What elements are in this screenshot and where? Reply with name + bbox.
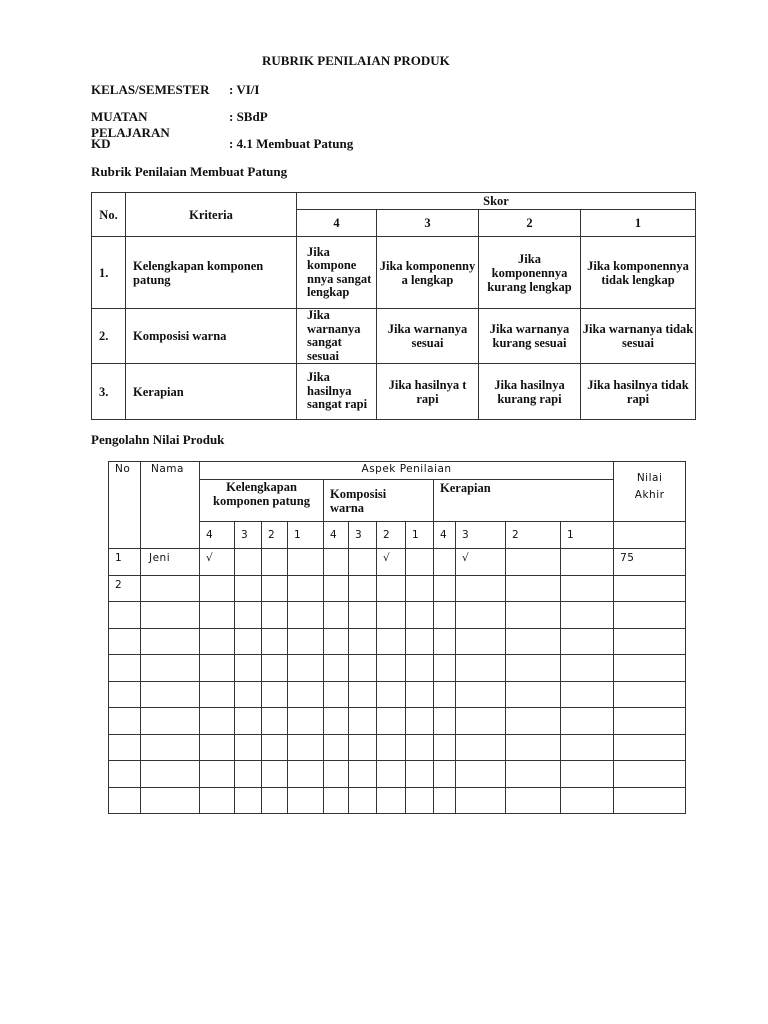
cell-mark[interactable] [561,628,614,655]
cell-mark[interactable] [506,575,561,602]
cell-mark[interactable] [456,734,506,761]
cell-nilai[interactable] [614,681,686,708]
header-score: 1 [581,210,696,237]
header-score: 3 [349,522,377,549]
cell-mark[interactable] [456,575,506,602]
row-cell: Jika komponennya kurang lengkap [479,237,581,309]
cell-mark[interactable] [235,708,262,735]
cell-mark[interactable] [377,575,406,602]
cell-mark[interactable] [561,549,614,576]
rubric-heading: Rubrik Penilaian Membuat Patung [91,164,288,179]
cell-mark[interactable] [324,787,349,814]
cell-nama[interactable] [141,761,200,788]
cell-mark[interactable] [200,761,235,788]
cell-mark[interactable] [377,628,406,655]
cell-mark[interactable] [506,655,561,682]
cell-mark[interactable] [200,602,235,629]
cell-mark[interactable] [406,681,434,708]
meta-label: KELAS/SEMESTER [91,82,210,97]
cell-mark[interactable] [406,787,434,814]
cell-mark[interactable] [288,655,324,682]
header-nama: Nama [141,462,200,549]
header-skor: Skor [297,193,696,210]
cell-mark[interactable] [456,655,506,682]
header-kriteria: Kriteria [126,193,297,237]
cell-nilai[interactable]: 75 [614,549,686,576]
cell-mark[interactable] [561,787,614,814]
cell-mark[interactable] [262,734,288,761]
cell-mark[interactable] [288,787,324,814]
cell-no[interactable] [109,681,141,708]
cell-mark[interactable] [406,628,434,655]
table-row [109,655,686,682]
table-row [109,708,686,735]
cell-no[interactable] [109,708,141,735]
cell-mark[interactable] [324,602,349,629]
cell-mark[interactable] [262,681,288,708]
cell-mark[interactable] [288,628,324,655]
cell-mark[interactable] [377,602,406,629]
cell-mark[interactable] [561,761,614,788]
header-score: 3 [377,210,479,237]
cell-mark[interactable] [349,681,377,708]
cell-no[interactable] [109,602,141,629]
table-row [109,681,686,708]
cell-mark[interactable] [377,655,406,682]
header-score: 2 [506,522,561,549]
cell-mark[interactable] [262,655,288,682]
cell-nama[interactable] [141,602,200,629]
cell-mark[interactable] [506,734,561,761]
row-cell: Jika warnanya sesuai [377,309,479,364]
cell-mark[interactable] [262,761,288,788]
cell-mark[interactable] [406,655,434,682]
cell-mark[interactable] [434,708,456,735]
header-score: 1 [288,522,324,549]
cell-mark[interactable] [324,734,349,761]
cell-mark[interactable] [377,681,406,708]
grading-heading: Pengolahn Nilai Produk [91,432,225,447]
cell-mark[interactable] [262,549,288,576]
header-score: 1 [561,522,614,549]
cell-mark[interactable] [235,549,262,576]
row-cell: Jika kompone nnya sangat lengkap [297,237,377,309]
cell-mark[interactable] [349,655,377,682]
cell-nama[interactable] [141,681,200,708]
cell-no[interactable] [109,734,141,761]
cell-mark[interactable] [349,602,377,629]
table-row [109,549,686,576]
cell-mark[interactable] [235,787,262,814]
header-score: 3 [235,522,262,549]
cell-nilai[interactable] [614,708,686,735]
cell-mark[interactable] [288,681,324,708]
row-cell: Jika komponenny a lengkap [377,237,479,309]
cell-mark[interactable] [349,708,377,735]
meta-value: : SBdP [229,109,268,124]
cell-mark[interactable] [349,761,377,788]
cell-mark[interactable] [288,602,324,629]
cell-mark[interactable] [561,734,614,761]
cell-mark[interactable]: √ [200,549,235,576]
cell-mark[interactable] [262,628,288,655]
cell-nama[interactable] [141,655,200,682]
cell-mark[interactable] [349,734,377,761]
cell-mark[interactable] [434,761,456,788]
cell-mark[interactable] [324,655,349,682]
row-kriteria: Kerapian [126,364,297,420]
cell-mark[interactable] [288,575,324,602]
cell-mark[interactable] [406,575,434,602]
meta-value: : VI/I [229,82,260,97]
meta-label: KD [91,136,111,151]
cell-no[interactable]: 1 [109,549,141,576]
cell-mark[interactable] [434,681,456,708]
cell-mark[interactable] [434,655,456,682]
cell-mark[interactable] [506,761,561,788]
table-row [109,575,686,602]
cell-mark[interactable] [434,787,456,814]
cell-mark[interactable] [349,549,377,576]
cell-mark[interactable]: √ [377,549,406,576]
cell-nilai[interactable] [614,655,686,682]
cell-mark[interactable] [262,787,288,814]
header-score: 4 [200,522,235,549]
rubric-row [92,237,696,309]
cell-mark[interactable] [324,708,349,735]
cell-nama[interactable]: Jeni [141,549,200,576]
header-no: No. [92,193,126,237]
cell-mark[interactable] [456,681,506,708]
cell-mark[interactable] [506,787,561,814]
header-kerapian: Kerapian [434,480,614,522]
cell-mark[interactable] [288,549,324,576]
cell-mark[interactable] [506,549,561,576]
cell-mark[interactable] [456,761,506,788]
cell-no[interactable]: 2 [109,575,141,602]
cell-mark[interactable] [506,628,561,655]
cell-mark[interactable] [324,628,349,655]
cell-mark[interactable] [349,787,377,814]
row-cell: Jika warnanya kurang sesuai [479,309,581,364]
cell-mark[interactable] [377,787,406,814]
cell-mark[interactable] [288,708,324,735]
cell-mark[interactable] [456,628,506,655]
cell-mark[interactable] [561,602,614,629]
cell-mark[interactable] [561,708,614,735]
cell-mark[interactable] [235,761,262,788]
cell-mark[interactable]: √ [456,549,506,576]
cell-mark[interactable] [262,575,288,602]
cell-no[interactable] [109,787,141,814]
cell-mark[interactable] [506,602,561,629]
cell-mark[interactable] [324,575,349,602]
cell-mark[interactable] [349,628,377,655]
header-score: 3 [456,522,506,549]
cell-mark[interactable] [288,734,324,761]
rubric-row [92,309,696,364]
header-kelengkapan: Kelengkapan komponen patung [200,480,324,522]
rubric-table [91,192,696,420]
cell-mark[interactable] [235,602,262,629]
cell-mark[interactable] [200,708,235,735]
row-cell: Jika hasilnya tidak rapi [581,364,696,420]
cell-mark[interactable] [406,761,434,788]
cell-mark[interactable] [324,681,349,708]
row-cell: Jika warnanya tidak sesuai [581,309,696,364]
cell-nama[interactable] [141,734,200,761]
cell-mark[interactable] [235,734,262,761]
cell-mark[interactable] [200,575,235,602]
cell-nilai[interactable] [614,761,686,788]
cell-mark[interactable] [200,628,235,655]
cell-mark[interactable] [200,681,235,708]
grading-table [108,461,686,814]
header-nilai-blank [614,522,686,549]
cell-mark[interactable] [235,681,262,708]
row-no: 1. [92,237,126,309]
page-title: RUBRIK PENILAIAN PRODUK [262,53,450,68]
table-row [109,787,686,814]
cell-mark[interactable] [434,628,456,655]
cell-mark[interactable] [324,549,349,576]
cell-nilai[interactable] [614,575,686,602]
row-no: 3. [92,364,126,420]
header-no: No [109,462,141,549]
cell-mark[interactable] [377,761,406,788]
header-score: 1 [406,522,434,549]
cell-nilai[interactable] [614,734,686,761]
header-score: 2 [262,522,288,549]
row-cell: Jika hasilnya sangat rapi [297,364,377,420]
cell-mark[interactable] [506,708,561,735]
cell-mark[interactable] [262,602,288,629]
cell-no[interactable] [109,655,141,682]
cell-no[interactable] [109,628,141,655]
cell-mark[interactable] [377,708,406,735]
cell-nama[interactable] [141,628,200,655]
cell-mark[interactable] [235,628,262,655]
row-kriteria: Komposisi warna [126,309,297,364]
meta-label: MUATAN PELAJARAN [91,109,170,140]
cell-mark[interactable] [377,734,406,761]
row-cell: Jika komponennya tidak lengkap [581,237,696,309]
cell-no[interactable] [109,761,141,788]
table-row [109,761,686,788]
cell-mark[interactable] [561,655,614,682]
cell-mark[interactable] [200,787,235,814]
cell-nama[interactable] [141,575,200,602]
cell-mark[interactable] [406,602,434,629]
header-komposisi: Komposisi warna [324,480,434,522]
header-score: 4 [434,522,456,549]
row-cell: Jika hasilnya kurang rapi [479,364,581,420]
rubric-row [92,364,696,420]
cell-mark[interactable] [235,655,262,682]
header-score: 2 [377,522,406,549]
header-aspek: Aspek Penilaian [200,462,614,480]
cell-mark[interactable] [262,708,288,735]
cell-nilai[interactable] [614,787,686,814]
cell-mark[interactable] [324,761,349,788]
cell-mark[interactable] [456,602,506,629]
cell-nama[interactable] [141,708,200,735]
cell-mark[interactable] [561,575,614,602]
cell-mark[interactable] [561,681,614,708]
cell-mark[interactable] [434,549,456,576]
cell-mark[interactable] [200,734,235,761]
header-nilai: Nilai Akhir [614,462,686,522]
table-row [109,628,686,655]
table-row [109,602,686,629]
meta-value: : 4.1 Membuat Patung [229,136,354,151]
cell-mark[interactable] [434,734,456,761]
cell-nama[interactable] [141,787,200,814]
cell-mark[interactable] [406,734,434,761]
header-score: 2 [479,210,581,237]
cell-mark[interactable] [506,681,561,708]
cell-mark[interactable] [434,575,456,602]
header-score: 4 [324,522,349,549]
cell-mark[interactable] [406,549,434,576]
cell-mark[interactable] [456,708,506,735]
cell-mark[interactable] [200,655,235,682]
header-score: 4 [297,210,377,237]
cell-mark[interactable] [406,708,434,735]
cell-mark[interactable] [349,575,377,602]
table-row [109,734,686,761]
row-no: 2. [92,309,126,364]
cell-nilai[interactable] [614,628,686,655]
cell-mark[interactable] [434,602,456,629]
cell-mark[interactable] [235,575,262,602]
row-kriteria: Kelengkapan komponen patung [126,237,297,309]
cell-mark[interactable] [288,761,324,788]
cell-mark[interactable] [456,787,506,814]
cell-nilai[interactable] [614,602,686,629]
row-cell: Jika warnanya sangat sesuai [297,309,377,364]
row-cell: Jika hasilnya t rapi [377,364,479,420]
